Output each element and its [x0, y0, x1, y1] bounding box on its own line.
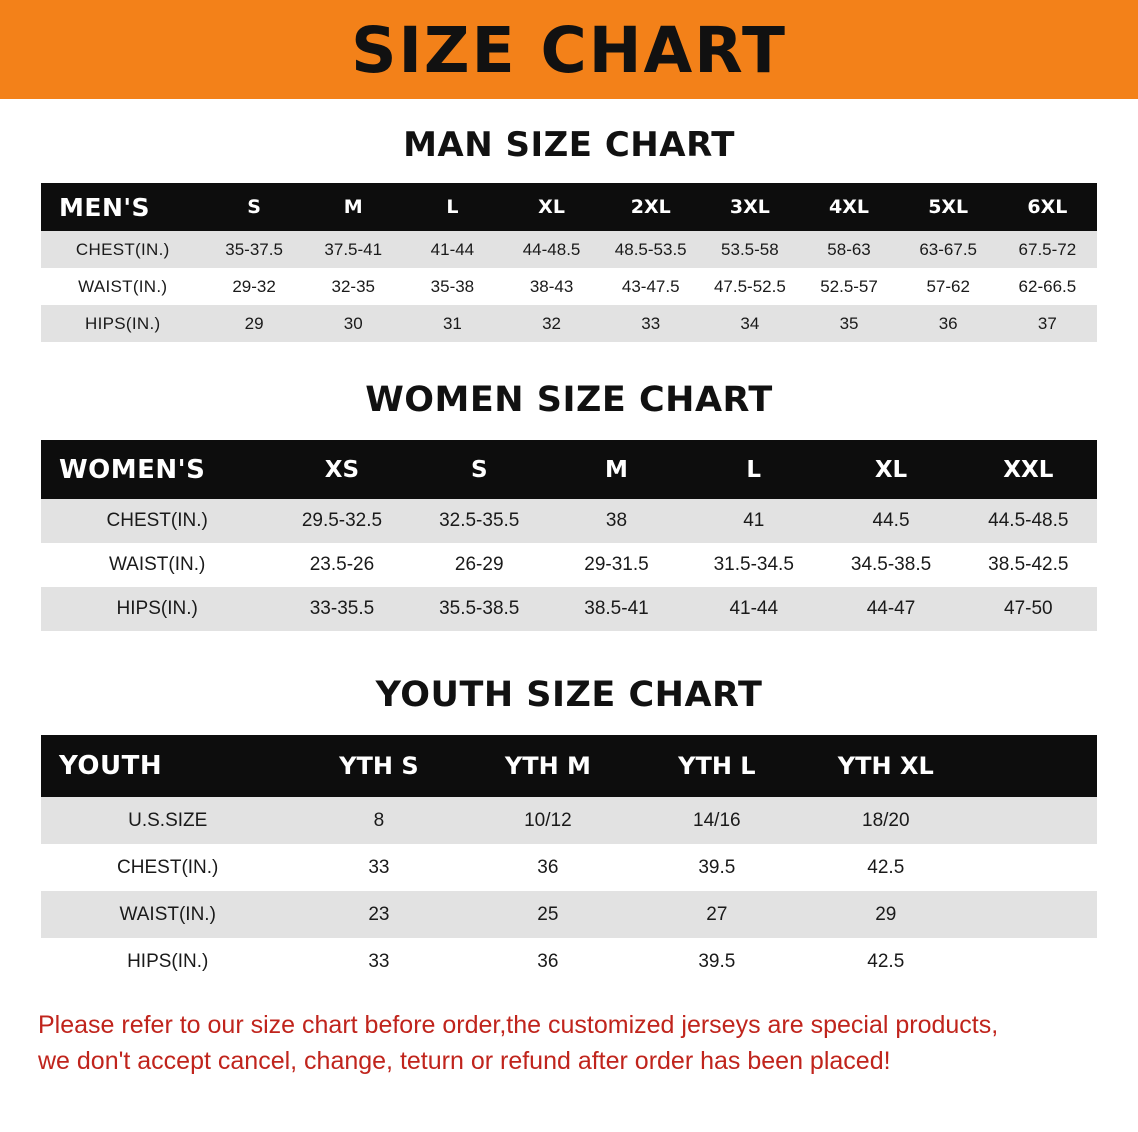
- table-cell: 35: [799, 305, 898, 342]
- table-cell: 63-67.5: [899, 231, 998, 268]
- column-header: YTH XL: [801, 735, 970, 797]
- table-cell: 42.5: [801, 844, 970, 891]
- table-cell: 34.5-38.5: [822, 543, 959, 587]
- table-cell: 33: [601, 305, 700, 342]
- table-cell: 32-35: [304, 268, 403, 305]
- table-cell: 62-66.5: [998, 268, 1097, 305]
- table-cell: 30: [304, 305, 403, 342]
- table-cell: 29-31.5: [548, 543, 685, 587]
- table-cell: 39.5: [632, 844, 801, 891]
- women-size-table: [41, 440, 1097, 631]
- table-row: [41, 797, 1097, 844]
- column-header: 3XL: [700, 183, 799, 231]
- table-cell: 29: [801, 891, 970, 938]
- table-cell: 35.5-38.5: [411, 587, 548, 631]
- row-label: CHEST(IN.): [41, 844, 294, 891]
- table-cell-spacer: [970, 891, 1097, 938]
- table-cell: 48.5-53.5: [601, 231, 700, 268]
- table-header-row: [41, 735, 1097, 797]
- table-row: [41, 268, 1097, 305]
- table-cell: 23: [294, 891, 463, 938]
- table-row: [41, 587, 1097, 631]
- table-cell: 36: [463, 938, 632, 985]
- row-label: U.S.SIZE: [41, 797, 294, 844]
- table-cell: 43-47.5: [601, 268, 700, 305]
- table-cell: 23.5-26: [273, 543, 410, 587]
- table-cell: 37.5-41: [304, 231, 403, 268]
- table-cell: 35-38: [403, 268, 502, 305]
- row-label: HIPS(IN.): [41, 587, 273, 631]
- table-cell: 10/12: [463, 797, 632, 844]
- column-header: S: [205, 183, 304, 231]
- women-size-table-wrap: [41, 440, 1097, 631]
- column-header: MEN'S: [41, 183, 205, 231]
- table-cell: 31.5-34.5: [685, 543, 822, 587]
- table-row: [41, 938, 1097, 985]
- table-cell: 41: [685, 499, 822, 543]
- table-cell: 29: [205, 305, 304, 342]
- row-label: HIPS(IN.): [41, 305, 205, 342]
- table-row: [41, 305, 1097, 342]
- table-cell: 38.5-42.5: [960, 543, 1097, 587]
- table-cell: 41-44: [685, 587, 822, 631]
- table-cell: 47-50: [960, 587, 1097, 631]
- column-header: XXL: [960, 440, 1097, 499]
- column-header: YOUTH: [41, 735, 294, 797]
- table-cell: 58-63: [799, 231, 898, 268]
- column-header: 4XL: [799, 183, 898, 231]
- women-section-heading: WOMEN SIZE CHART: [365, 380, 773, 420]
- table-cell: 44-48.5: [502, 231, 601, 268]
- table-row: [41, 543, 1097, 587]
- column-header: L: [685, 440, 822, 499]
- row-label: CHEST(IN.): [41, 231, 205, 268]
- table-cell: 32.5-35.5: [411, 499, 548, 543]
- table-header-row: [41, 440, 1097, 499]
- policy-note: [38, 1007, 1100, 1080]
- man-section-heading: MAN SIZE CHART: [403, 125, 735, 165]
- table-cell: 47.5-52.5: [700, 268, 799, 305]
- table-cell: 26-29: [411, 543, 548, 587]
- table-cell: 29-32: [205, 268, 304, 305]
- table-cell: 36: [463, 844, 632, 891]
- table-row: [41, 231, 1097, 268]
- table-cell: 27: [632, 891, 801, 938]
- table-header-row: [41, 183, 1097, 231]
- table-row: [41, 891, 1097, 938]
- row-label: WAIST(IN.): [41, 268, 205, 305]
- column-header: YTH M: [463, 735, 632, 797]
- row-label: WAIST(IN.): [41, 543, 273, 587]
- column-header: XL: [822, 440, 959, 499]
- page-title: SIZE CHART: [351, 14, 787, 87]
- table-cell: 34: [700, 305, 799, 342]
- table-cell: 18/20: [801, 797, 970, 844]
- row-label: WAIST(IN.): [41, 891, 294, 938]
- table-cell: 38: [548, 499, 685, 543]
- table-cell-spacer: [970, 797, 1097, 844]
- man-size-table: [41, 183, 1097, 342]
- column-header: XL: [502, 183, 601, 231]
- table-row: [41, 844, 1097, 891]
- column-header-spacer: [970, 735, 1097, 797]
- column-header: S: [411, 440, 548, 499]
- table-cell: 41-44: [403, 231, 502, 268]
- man-size-table-wrap: [41, 183, 1097, 342]
- table-cell: 36: [899, 305, 998, 342]
- table-cell: 42.5: [801, 938, 970, 985]
- table-cell: 33: [294, 844, 463, 891]
- table-cell: 33-35.5: [273, 587, 410, 631]
- column-header: XS: [273, 440, 410, 499]
- column-header: 5XL: [899, 183, 998, 231]
- table-cell: 35-37.5: [205, 231, 304, 268]
- column-header: L: [403, 183, 502, 231]
- table-cell: 25: [463, 891, 632, 938]
- table-cell: 37: [998, 305, 1097, 342]
- youth-section-heading: YOUTH SIZE CHART: [375, 675, 763, 715]
- column-header: YTH L: [632, 735, 801, 797]
- table-cell: 39.5: [632, 938, 801, 985]
- column-header: WOMEN'S: [41, 440, 273, 499]
- policy-note-line-1: Please refer to our size chart before order,the customized jerseys are special products,: [38, 1011, 999, 1039]
- table-cell: 57-62: [899, 268, 998, 305]
- column-header: 6XL: [998, 183, 1097, 231]
- table-cell: 29.5-32.5: [273, 499, 410, 543]
- table-cell: 33: [294, 938, 463, 985]
- table-cell: 31: [403, 305, 502, 342]
- policy-note-line-2: we don't accept cancel, change, teturn or refund after order has been placed!: [38, 1047, 891, 1076]
- column-header: M: [548, 440, 685, 499]
- youth-size-table: [41, 735, 1097, 985]
- row-label: HIPS(IN.): [41, 938, 294, 985]
- youth-size-table-wrap: [41, 735, 1097, 985]
- table-cell: 44.5-48.5: [960, 499, 1097, 543]
- table-cell: 52.5-57: [799, 268, 898, 305]
- column-header: 2XL: [601, 183, 700, 231]
- table-cell: 53.5-58: [700, 231, 799, 268]
- table-cell: 38-43: [502, 268, 601, 305]
- table-cell: 44-47: [822, 587, 959, 631]
- table-cell: 8: [294, 797, 463, 844]
- header-banner: [0, 0, 1138, 99]
- table-cell: 38.5-41: [548, 587, 685, 631]
- column-header: M: [304, 183, 403, 231]
- table-cell-spacer: [970, 844, 1097, 891]
- table-cell: 44.5: [822, 499, 959, 543]
- row-label: CHEST(IN.): [41, 499, 273, 543]
- column-header: YTH S: [294, 735, 463, 797]
- table-row: [41, 499, 1097, 543]
- table-cell: 67.5-72: [998, 231, 1097, 268]
- table-cell-spacer: [970, 938, 1097, 985]
- table-cell: 14/16: [632, 797, 801, 844]
- table-cell: 32: [502, 305, 601, 342]
